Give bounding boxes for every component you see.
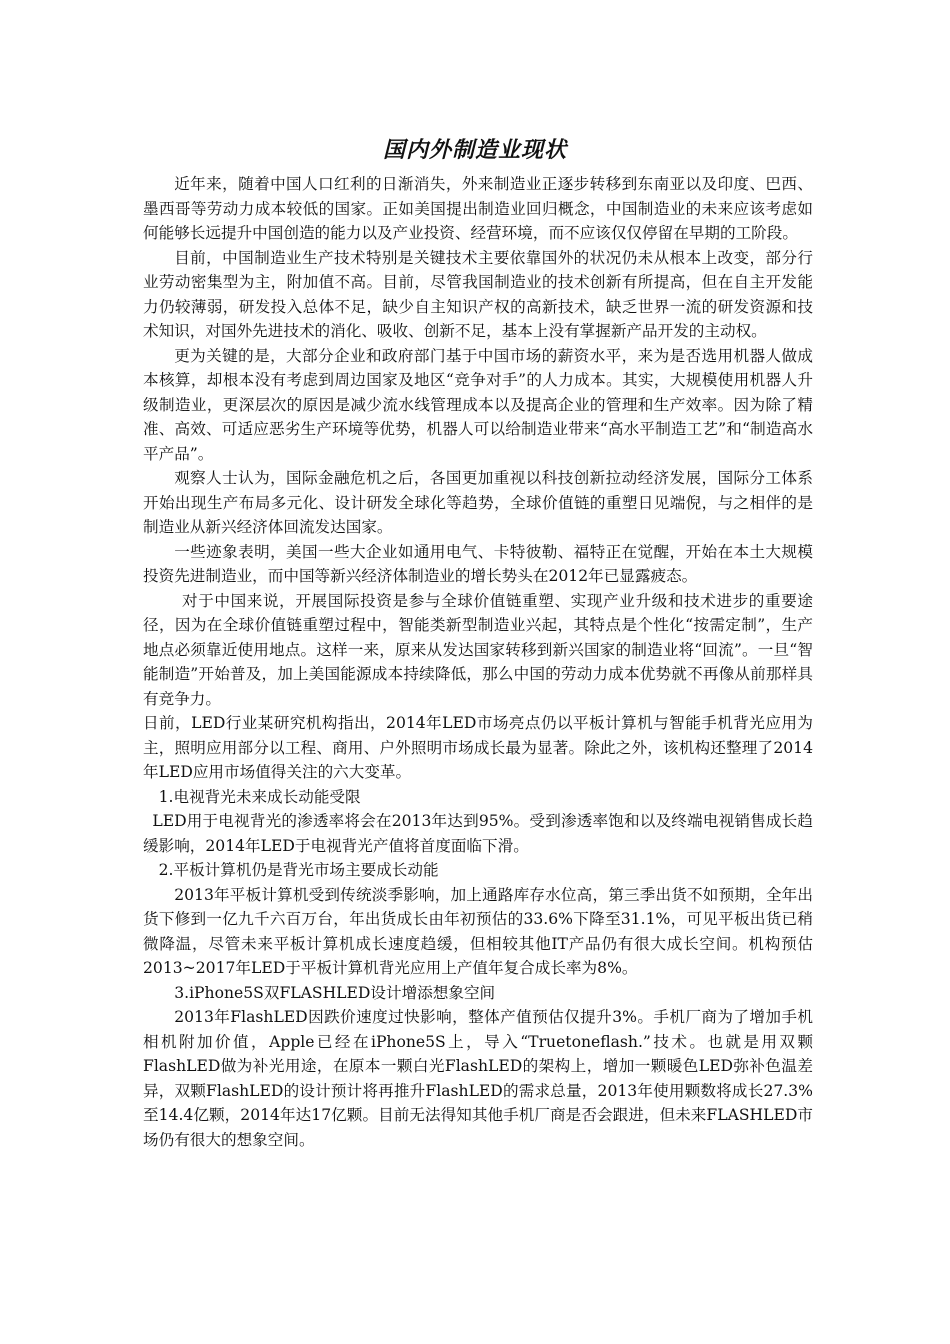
section-heading: 1.电视背光未来成长动能受限 (158, 787, 361, 806)
paragraph: LED用于电视背光的渗透率将会在2013年达到95%。受到渗透率饱和以及终端电视销售成长趋缓影响，2014年LED于电视背光产值将首度面临下滑。 (143, 812, 813, 855)
section-heading: 2.平板计算机仍是背光市场主要成长动能 (158, 861, 439, 879)
document-title: 国内外制造业现状 (382, 137, 567, 163)
paragraph: 目前，中国制造业生产技术特别是关键技术主要依靠国外的状况仍未从根本上改变，部分行业劳动密集型为主，附加值不高。目前，尽管我国制造业的技术创新有所提高，但在自主开发能力仍较薄弱，研发投入总体不足，缺少自主知识产权的高新技术，缺乏世界一流的研发资源和技术知识，对国外先进技术的消化、吸收、创新不足，基本上没有掌握新产品开发的主动权。 (143, 248, 813, 340)
paragraph: 日前，LED行业某研究机构指出，2014年LED市场亮点仍以平板计算机与智能手机背光应用为主，照明应用部分以工程、商用、户外照明市场成长最为显著。除此之外，该机构还整理了2014年LED应用市场值得关注的六大变革。 (143, 714, 813, 781)
paragraph: 更为关键的是，大部分企业和政府部门基于中国市场的薪资水平，来为是否选用机器人做成本核算，却根本没有考虑到周边国家及地区“竞争对手”的人力成本。其实，大规模使用机器人升级制造业，更深层次的原因是减少流水线管理成本以及提高企业的管理和生产效率。因为除了精准、高效、可适应恶劣生产环境等优势，机器人可以给制造业带来“高水平制造工艺”和“制造高水平产品”。 (143, 346, 813, 463)
paragraph: 观察人士认为，国际金融危机之后，各国更加重视以科技创新拉动经济发展，国际分工体系开始出现生产布局多元化、设计研发全球化等趋势，全球价值链的重塑日见端倪，与之相伴的是制造业从新兴经济体回流发达国家。 (143, 469, 813, 536)
paragraph: 近年来，随着中国人口红利的日渐消失，外来制造业正逐步转移到东南亚以及印度、巴西、墨西哥等劳动力成本较低的国家。正如美国提出制造业回归概念，中国制造业的未来应该考虑如何能够长远提升中国创造的能力以及产业投资、经营环境，而不应该仅仅停留在早期的工阶段。 (143, 175, 813, 242)
paragraph: 一些迹象表明，美国一些大企业如通用电气、卡特彼勒、福特正在觉醒，开始在本土大规模投资先进制造业，而中国等新兴经济体制造业的增长势头在2012年已显露疲态。 (143, 542, 813, 585)
paragraph: 对于中国来说，开展国际投资是参与全球价值链重塑、实现产业升级和技术进步的重要途径，因为在全球价值链重塑过程中，智能类新型制造业兴起，其特点是个性化“按需定制”，生产地点必须靠近使用地点。这样一来，原来从发达国家转移到新兴国家的制造业将“回流”。一旦“智能制造”开始普及，加上美国能源成本持续降低，那么中国的劳动力成本优势就不再像从前那样具有竞争力。 (143, 591, 813, 708)
paragraph: 2013年平板计算机受到传统淡季影响，加上通路库存水位高，第三季出货不如预期，全年出货下修到一亿九千六百万台，年出货成长由年初预估的33.6%下降至31.1%，可见平板出货已稍微降温，尽管未来平板计算机成长速度趋缓，但相较其他IT产品仍有很大成长空间。机构预估2013~2017年LED于平板计算机背光应用上产值年复合成长率为8%。 (143, 885, 813, 977)
document-body (143, 172, 813, 1152)
section-heading: 3.iPhone5S双FLASHLED设计增添想象空间 (174, 983, 496, 1002)
paragraph: 2013年FlashLED因跌价速度过快影响，整体产值预估仅提升3%。手机厂商为了增加手机相机附加价值，Apple已经在iPhone5S上，导入“Truetoneflash.”技术。也就是用双颗FlashLED做为补光用途，在原本一颗白光FlashLED的架构上，增加一颗暖色LED弥补色温差异，双颗FlashLED的设计预计将再推升FlashLED的需求总量，2013年使用颗数将成长27.3%至14.4亿颗，2014年达17亿颗。目前无法得知其他手机厂商是否会跟进，但未来FLASHLED市场仍有很大的想象空间。 (143, 1008, 813, 1149)
